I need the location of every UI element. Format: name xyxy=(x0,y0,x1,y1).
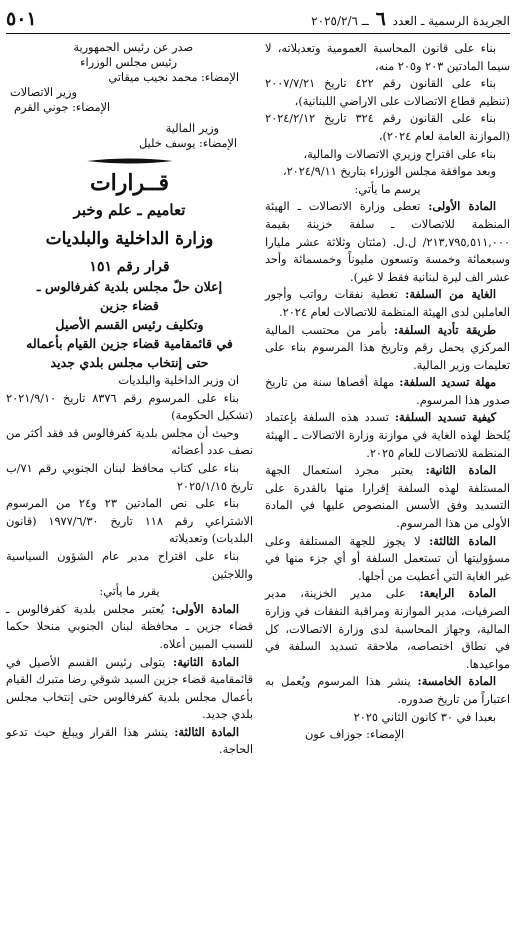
article xyxy=(265,462,510,532)
article-label: الغاية من السلفة: xyxy=(405,287,497,302)
decision-article xyxy=(6,654,253,724)
article-label: المادة الخامسة: xyxy=(417,674,496,689)
article-label: المادة الأولى: xyxy=(171,601,239,616)
decision-intro: ان وزير الداخلية والبلديات xyxy=(118,374,239,387)
article xyxy=(265,585,510,673)
article-text: يُعتبر مجلس بلدية كفرفالوس ـ قضاء جزين ـ محافظة لبنان الجنوبي منحلا حكما للسبب المبين أعلاه. xyxy=(6,602,253,651)
decision-article xyxy=(6,724,253,759)
decision-title-line: قضاء جزين xyxy=(100,298,159,313)
article-text: تعطى وزارة الاتصالات ـ الهيئة المنظمة للاتصالات ـ سلفة خزينة بقيمة ٢١٣,٧٩٥,٥١١,٠٠٠/ ل.ل. (مئتان وثلاثة عشر مليارا وسبعمائة وخمسة وتسعون مليوناً وخمسمائة وأحد عشر الف ليرة لبنانية فقط لا غير). xyxy=(265,200,510,284)
article-label: المادة الرابعة: xyxy=(419,586,497,601)
signatures-block xyxy=(6,40,253,151)
article-text: ينشر هذا القرار ويبلغ حيث تدعو الحاجة. xyxy=(6,725,253,757)
journal-name: الجريدة الرسمية ـ العدد xyxy=(392,14,510,28)
decision-title-line: وتكليف رئيس القسم الأصيل xyxy=(55,317,204,332)
closing-place-date: بعبدا في ٣٠ كانون الثاني ٢٠٢٥ xyxy=(353,710,496,724)
article-text: يعتبر مجرد استعمال الجهة المستلفة لهذه السلفة إقرارا منها بالقدرة على التسديد وفق الأسس المنصوص عليها في المادة الأولى من هذا المرسوم. xyxy=(265,464,510,531)
article-label: المادة الثالثة: xyxy=(174,724,239,739)
preamble-paragraph: وبعد موافقة مجلس الوزراء بتاريخ ٢٠٢٤/٩/١١، xyxy=(282,165,496,179)
left-column xyxy=(6,40,259,759)
finance-signature: الإمضاء: يوسف خليل xyxy=(139,137,237,150)
decision-paragraph: بناء على كتاب محافظ لبنان الجنوبي رقم ٧١/ب تاريخ ٢٠٢٥/١/١٥ xyxy=(6,461,253,493)
article-text: تسدد هذه السلفة بإعتماد يُلحظ لهذه الغاية في موازنة وزارة الاتصالات ـ الهيئة المنظمة للاتصالات للعام ٢٠٢٥. xyxy=(265,411,510,460)
ministry-title: وزارة الداخلية والبلديات xyxy=(45,229,214,249)
decision-title-line: حتى إنتخاب مجلس بلدي جديد xyxy=(50,355,209,370)
article xyxy=(265,198,510,286)
section-title: قــرارات xyxy=(89,170,170,196)
finance-title: وزير المالية xyxy=(165,122,219,135)
article-label: المادة الثانية: xyxy=(173,654,239,669)
pm-title: رئيس مجلس الوزراء xyxy=(80,56,177,69)
issue-date: ــ ٢٠٢٥/٢/٦ xyxy=(311,14,369,28)
decides-line: يقرر ما يأتي: xyxy=(99,585,160,599)
article-label: مهلة تسديد السلفة: xyxy=(399,375,496,390)
article-label: طريقة تأدية السلفة: xyxy=(393,322,496,337)
columns xyxy=(6,40,510,759)
ornament-divider xyxy=(85,157,175,165)
article-text: بأمر من محتسب المالية المركزي يحمل رقم وتاريخ هذا المرسوم بناء على تعليمات وزير المالية. xyxy=(265,323,510,372)
preamble-paragraph: بناء على القانون رقم ٤٢٢ تاريخ ٢٠٠٧/٧/٢١ (تنظيم قطاع الاتصالات على الاراضي اللبنانية)، xyxy=(265,77,510,108)
article-text: ينشر هذا المرسوم ويُعمل به اعتباراً من تاريخ صدوره. xyxy=(265,675,510,706)
article-label: المادة الثالثة: xyxy=(429,533,496,548)
telecom-title: وزير الاتصالات xyxy=(10,86,77,99)
president-signature: الإمضاء: جوزاف عون xyxy=(305,728,405,742)
page-number: ٥٠١ xyxy=(6,8,37,30)
article-label: المادة الأولى: xyxy=(428,199,497,214)
article-text: لا يجوز للجهة المستلفة وعلى مسؤوليتها أن تستعمل السلفة أو أي جزء منها في غير الغاية التي أعطيت من أجلها. xyxy=(265,534,510,583)
article xyxy=(265,673,510,708)
pm-signature: الإمضاء: محمد نجيب ميقاتي xyxy=(108,71,239,84)
page-header xyxy=(6,8,510,34)
article-label: كيفية تسديد السلفة: xyxy=(394,410,497,425)
article xyxy=(265,286,510,321)
article-text: مهلة أقصاها سنة من تاريخ صدور هذا المرسوم. xyxy=(265,376,510,407)
decision-title-line: في قائمقامية قضاء جزين القيام بأعماله xyxy=(26,336,233,351)
preamble-paragraph: بناء على اقتراح وزيري الاتصالات والمالية، xyxy=(303,147,496,161)
decision-number: قرار رقم ١٥١ xyxy=(89,259,170,275)
decision-article xyxy=(6,601,253,654)
article xyxy=(265,409,510,462)
preamble-paragraph: بناء على قانون المحاسبة العمومية وتعديلاته، لا سيما المادتين ٢٠٣ و٢٠٥ منه، xyxy=(265,42,510,73)
issue-number: ٦ xyxy=(375,8,386,30)
issued-by: صدر عن رئيس الجمهورية xyxy=(73,41,193,54)
article xyxy=(265,374,510,409)
right-column xyxy=(259,40,510,759)
article-label: المادة الثانية: xyxy=(425,463,496,478)
decision-paragraph: وحيث أن مجلس بلدية كفرفالوس قد فقد أكثر من نصف عدد أعضائه xyxy=(6,426,253,458)
telecom-signature: الإمضاء: جوني القرم xyxy=(14,101,111,114)
article-text: تغطية نفقات رواتب وأجور العاملين لدى الهيئة المنظمة للاتصالات لعام ٢٠٢٤. xyxy=(265,288,510,319)
decision-paragraph: بناء على نص المادتين ٢٣ و٢٤ من المرسوم الاشتراعي رقم ١١٨ تاريخ ١٩٧٧/٦/٣٠ (قانون البلديات) وتعديلاته xyxy=(6,497,253,546)
decision-title-line: إعلان حلّ مجلس بلدية كفرفالوس ـ xyxy=(36,279,223,294)
decision-paragraph: بناء على المرسوم رقم ٨٣٧٦ تاريخ ٢٠٢١/٩/١٠ (تشكيل الحكومة) xyxy=(6,391,253,423)
preamble-paragraph: بناء على القانون رقم ٣٢٤ تاريخ ٢٠٢٤/٢/١٢ (الموازنة العامة لعام ٢٠٢٤)، xyxy=(265,112,510,143)
article-text: على مدير الخزينة، مدير الصرفيات، مدير الموازنة ومراقبة النفقات في وزارة المالية، وجهاز المحاسبة لدى وزارة الاتصالات، كل في نطاق اختصاصه، ملاحقة تسديد السلفة في مواعيدها. xyxy=(265,587,510,671)
article xyxy=(265,533,510,586)
decision-paragraph: بناء على اقتراح مدير عام الشؤون السياسية واللاجئين xyxy=(6,549,253,581)
article-text: يتولى رئيس القسم الأصيل في قائمقامية قضاء جزين السيد شوقي رضا متبرك القيام بأعمال مجلس بلدية كفرفالوس حتى إنتخاب مجلس بلدي جديد. xyxy=(6,655,253,722)
journal-header xyxy=(311,8,510,30)
decree-line: يرسم ما يأتي: xyxy=(354,182,421,196)
article xyxy=(265,322,510,375)
section-subtitle: تعاميم ـ علم وخبر xyxy=(73,201,186,219)
